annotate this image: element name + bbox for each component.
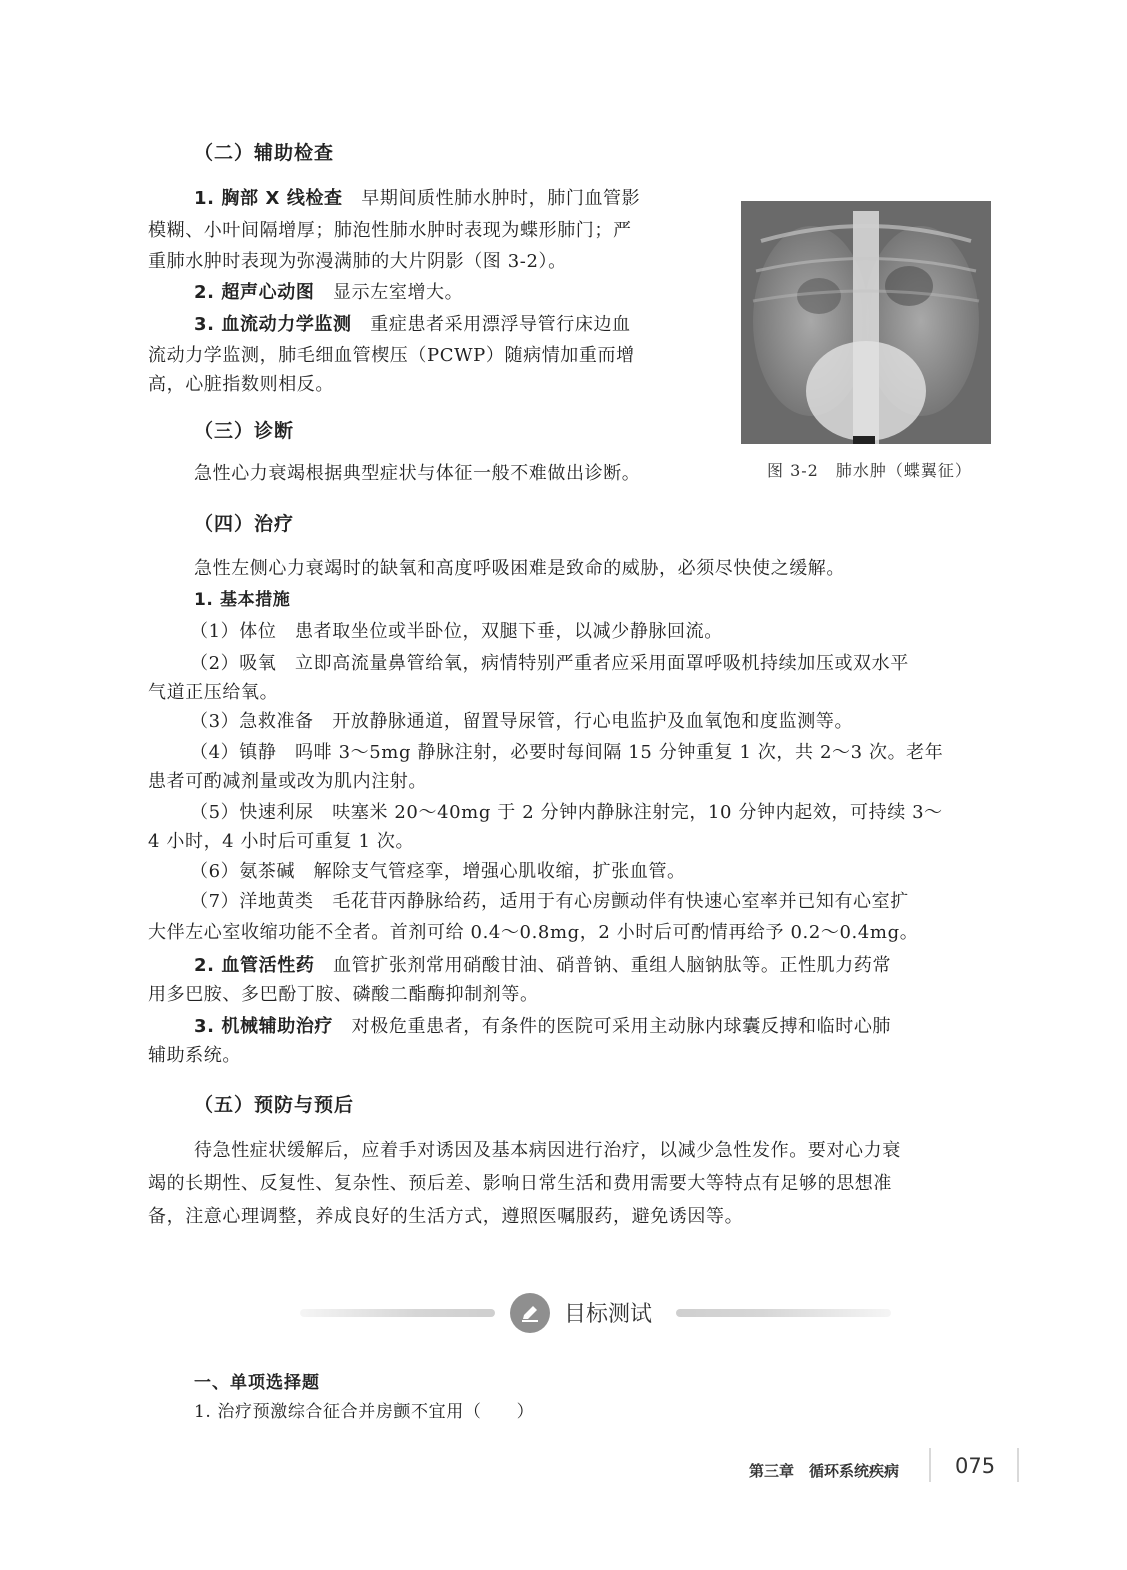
treatment-item-5-cont: 4 小时，4 小时后可重复 1 次。 bbox=[148, 831, 415, 852]
treatment-mechanical bbox=[194, 1011, 891, 1043]
aux-hemo-line2: 流动力学监测，肺毛细血管楔压（PCWP）随病情加重而增 bbox=[148, 345, 635, 366]
chest-xray-image bbox=[741, 201, 991, 444]
chest-xray-drawing bbox=[741, 201, 991, 444]
treatment-intro: 急性左侧心力衰竭时的缺氧和高度呼吸困难是致命的威胁，必须尽快使之缓解。 bbox=[194, 558, 845, 579]
section-heading-treatment: （四）治疗 bbox=[194, 513, 295, 535]
footer-divider-left bbox=[929, 1448, 931, 1482]
treatment-mechanical-title: 3. 机械辅助治疗 bbox=[194, 1016, 334, 1037]
test-section-heading: 一、单项选择题 bbox=[194, 1373, 320, 1393]
prevention-line3: 备，注意心理调整，养成良好的生活方式，遵照医嘱服药，避免诱因等。 bbox=[148, 1206, 744, 1227]
treatment-item-2: （2）吸氧 立即高流量鼻管给氧，病情特别严重者应采用面罩呼吸机持续加压或双水平 bbox=[190, 653, 909, 674]
banner-title: 目标测试 bbox=[564, 1302, 653, 1327]
treatment-item-3: （3）急救准备 开放静脉通道，留置导尿管，行心电监护及血氧饱和度监测等。 bbox=[190, 711, 854, 732]
aux-hemo-line3: 高，心脏指数则相反。 bbox=[148, 374, 334, 395]
page-number: 075 bbox=[955, 1454, 996, 1478]
section-heading-diagnosis: （三）诊断 bbox=[194, 420, 295, 442]
treatment-basic-heading: 1. 基本措施 bbox=[194, 590, 291, 610]
section-heading-prevention: （五）预防与预后 bbox=[194, 1094, 355, 1116]
aux-item-hemodynamic bbox=[194, 309, 631, 341]
banner-left-bar bbox=[300, 1309, 495, 1317]
treatment-item-2-cont: 气道正压给氧。 bbox=[148, 682, 279, 703]
treatment-item-7: （7）洋地黄类 毛花苷丙静脉给药，适用于有心房颤动伴有快速心室率并已知有心室扩 bbox=[190, 891, 909, 912]
aux-item-xray bbox=[194, 183, 640, 215]
treatment-item-4: （4）镇静 吗啡 3～5mg 静脉注射，必要时每间隔 15 分钟重复 1 次，共 2～3 次。老年 bbox=[190, 742, 944, 763]
treatment-vasoactive-text: 血管扩张剂常用硝酸甘油、硝普钠、重组人脑钠肽等。正性肌力药常 bbox=[333, 955, 892, 976]
diagnosis-text: 急性心力衰竭根据典型症状与体征一般不难做出诊断。 bbox=[194, 463, 641, 484]
pencil-icon bbox=[510, 1293, 550, 1333]
aux-item-echo-text: 显示左室增大。 bbox=[333, 282, 464, 303]
aux-item-xray-title: 1. 胸部 X 线检查 bbox=[194, 188, 343, 209]
test-question-1: 1. 治疗预激综合征合并房颤不宜用（ ） bbox=[194, 1402, 535, 1422]
prevention-line1: 待急性症状缓解后，应着手对诱因及基本病因进行治疗，以减少急性发作。要对心力衰 bbox=[194, 1140, 901, 1161]
aux-item-hemodynamic-text: 重症患者采用漂浮导管行床边血 bbox=[370, 314, 631, 335]
banner-right-bar bbox=[676, 1309, 891, 1317]
aux-xray-line3: 重肺水肿时表现为弥漫满肺的大片阴影（图 3-2）。 bbox=[148, 251, 567, 272]
aux-item-echo-title: 2. 超声心动图 bbox=[194, 282, 315, 303]
footer-chapter: 第三章 循环系统疾病 bbox=[749, 1462, 900, 1480]
treatment-vasoactive-title: 2. 血管活性药 bbox=[194, 955, 315, 976]
aux-item-xray-text: 早期间质性肺水肿时，肺门血管影 bbox=[361, 188, 641, 209]
aux-xray-line2: 模糊、小叶间隔增厚；肺泡性肺水肿时表现为蝶形肺门；严 bbox=[148, 220, 632, 241]
treatment-item-5: （5）快速利尿 呋塞米 20～40mg 于 2 分钟内静脉注射完，10 分钟内起效，可持续 3～ bbox=[190, 802, 943, 823]
treatment-item-6: （6）氨茶碱 解除支气管痉挛，增强心肌收缩，扩张血管。 bbox=[190, 861, 686, 882]
treatment-vasoactive bbox=[194, 950, 891, 982]
footer-divider-right bbox=[1017, 1448, 1019, 1482]
treatment-mechanical-text: 对极危重患者，有条件的医院可采用主动脉内球囊反搏和临时心肺 bbox=[351, 1016, 892, 1037]
treatment-item-1: （1）体位 患者取坐位或半卧位，双腿下垂，以减少静脉回流。 bbox=[190, 621, 723, 642]
treatment-item-7-cont: 大伴左心室收缩功能不全者。首剂可给 0.4～0.8mg，2 小时后可酌情再给予 0.2～0.4mg。 bbox=[148, 922, 919, 943]
treatment-mechanical-cont: 辅助系统。 bbox=[148, 1045, 241, 1066]
aux-item-hemodynamic-title: 3. 血流动力学监测 bbox=[194, 314, 352, 335]
treatment-vasoactive-cont: 用多巴胺、多巴酚丁胺、磷酸二酯酶抑制剂等。 bbox=[148, 984, 539, 1005]
section-heading-aux-exam: （二）辅助检查 bbox=[194, 142, 335, 164]
treatment-item-4-cont: 患者可酌减剂量或改为肌内注射。 bbox=[148, 771, 427, 792]
aux-item-echo bbox=[194, 277, 463, 309]
prevention-line2: 竭的长期性、反复性、复杂性、预后差、影响日常生活和费用需要大等特点有足够的思想准 bbox=[148, 1173, 892, 1194]
figure-caption: 图 3-2 肺水肿（蝶翼征） bbox=[767, 461, 972, 480]
